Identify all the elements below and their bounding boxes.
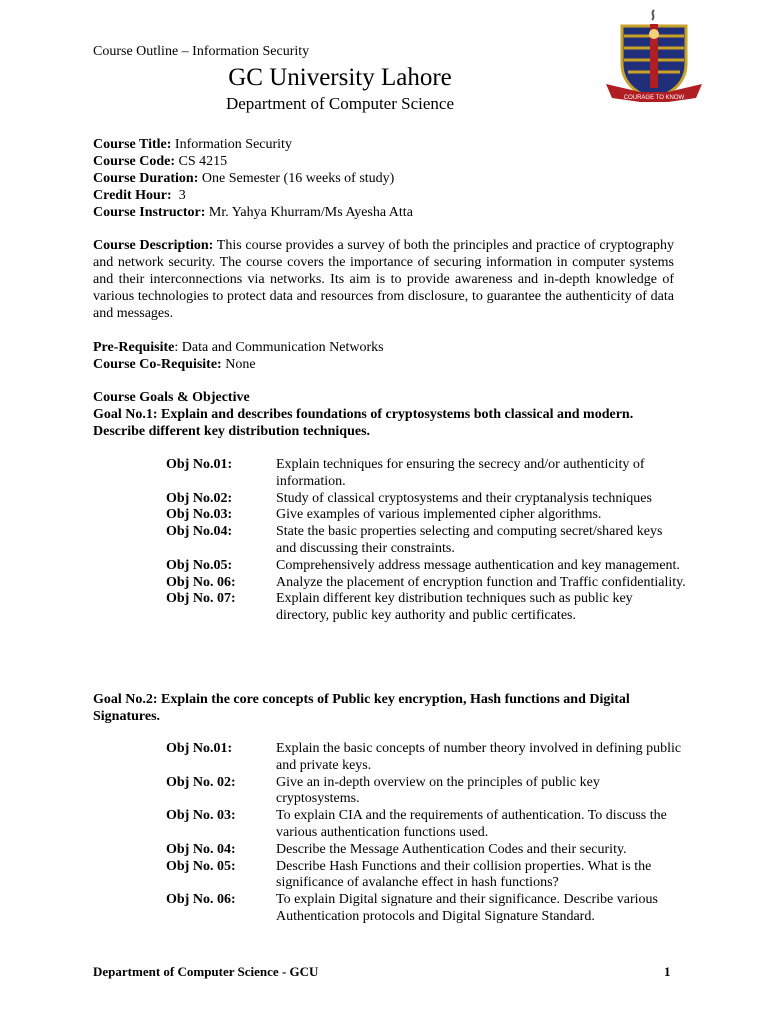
goal-1-objectives	[166, 457, 686, 625]
corequisite-row: Course Co-Requisite: None	[93, 357, 256, 372]
course-code-row: Course Code: CS 4215	[93, 154, 228, 169]
objective-item: Obj No. 04: Describe the Message Authentication Codes and their security.	[166, 841, 627, 857]
logo-motto: COURAGE TO KNOW	[623, 95, 685, 101]
objective-item: Obj No. 06: Analyze the placement of encryption function and Traffic confidentiality.	[166, 574, 686, 590]
course-duration-row: Course Duration: One Semester (16 weeks of study)	[93, 171, 395, 186]
objective-item: Obj No.01: Explain the basic concepts of number theory involved in defining public and private keys.	[166, 741, 682, 773]
university-name: GC University Lahore	[228, 64, 452, 91]
goals-heading: Course Goals & Objective	[93, 390, 250, 405]
objective-item: Obj No. 02: Give an in-depth overview on the principles of public key cryptosystems.	[166, 774, 600, 807]
department-name: Department of Computer Science	[225, 94, 454, 113]
course-description: Course Description: This course provides a survey of both the principles and practice of cryptography and network security. The course covers the importance of securing information in computer systems and their interconnections via networks. Its aim is to provide awareness and in-depth knowledge of various technologies to protect data and resources from disclosure, to guarantee the authenticity of data and messages.	[93, 238, 674, 321]
course-title-row: Course Title: Information Security	[93, 137, 292, 152]
goal-1-heading: Goal No.1: Explain and describes foundations of cryptosystems both classical and modern. Describe different key distribution techniques.	[93, 407, 634, 439]
objective-item: Obj No. 03: To explain CIA and the requirements of authentication. To discuss the various authentication functions used.	[166, 808, 667, 840]
course-instructor-row: Course Instructor: Mr. Yahya Khurram/Ms Ayesha Atta	[93, 205, 413, 220]
objective-item: Obj No.03: Give examples of various implemented cipher algorithms.	[166, 507, 602, 523]
goal-2-heading: Goal No.2: Explain the core concepts of Public key encryption, Hash functions and Digital Signatures.	[93, 692, 630, 724]
objective-item: Obj No. 07: Explain different key distribution techniques such as public key directory, public key authority and public certificates.	[166, 591, 633, 624]
course-info	[93, 136, 413, 221]
objective-item: Obj No.05: Comprehensively address message authentication and key management.	[166, 557, 680, 573]
page-number: 1	[664, 964, 671, 979]
credit-hour-row: Credit Hour: 3	[93, 188, 186, 203]
objective-item: Obj No.04: State the basic properties selecting and computing secret/shared keys and discussing their constraints.	[166, 524, 663, 556]
university-crest-logo	[600, 6, 708, 106]
objective-item: Obj No.01: Explain techniques for ensuring the secrecy and/or authenticity of information.	[166, 457, 645, 489]
prerequisite-row: Pre-Requisite: Data and Communication Networks	[93, 340, 384, 355]
requisites	[93, 339, 384, 373]
outline-title: Course Outline – Information Security	[93, 44, 310, 59]
goal-2-objectives	[166, 741, 686, 926]
objective-item: Obj No.02: Study of classical cryptosystems and their cryptanalysis techniques	[166, 490, 652, 506]
objective-item: Obj No. 05: Describe Hash Functions and their collision properties. What is the significance of avalanche effect in hash functions?	[166, 858, 652, 891]
footer-department: Department of Computer Science - GCU	[93, 964, 319, 979]
objective-item: Obj No. 06: To explain Digital signature and their significance. Describe various Authentication protocols and Digital Signature Standard.	[166, 892, 658, 924]
